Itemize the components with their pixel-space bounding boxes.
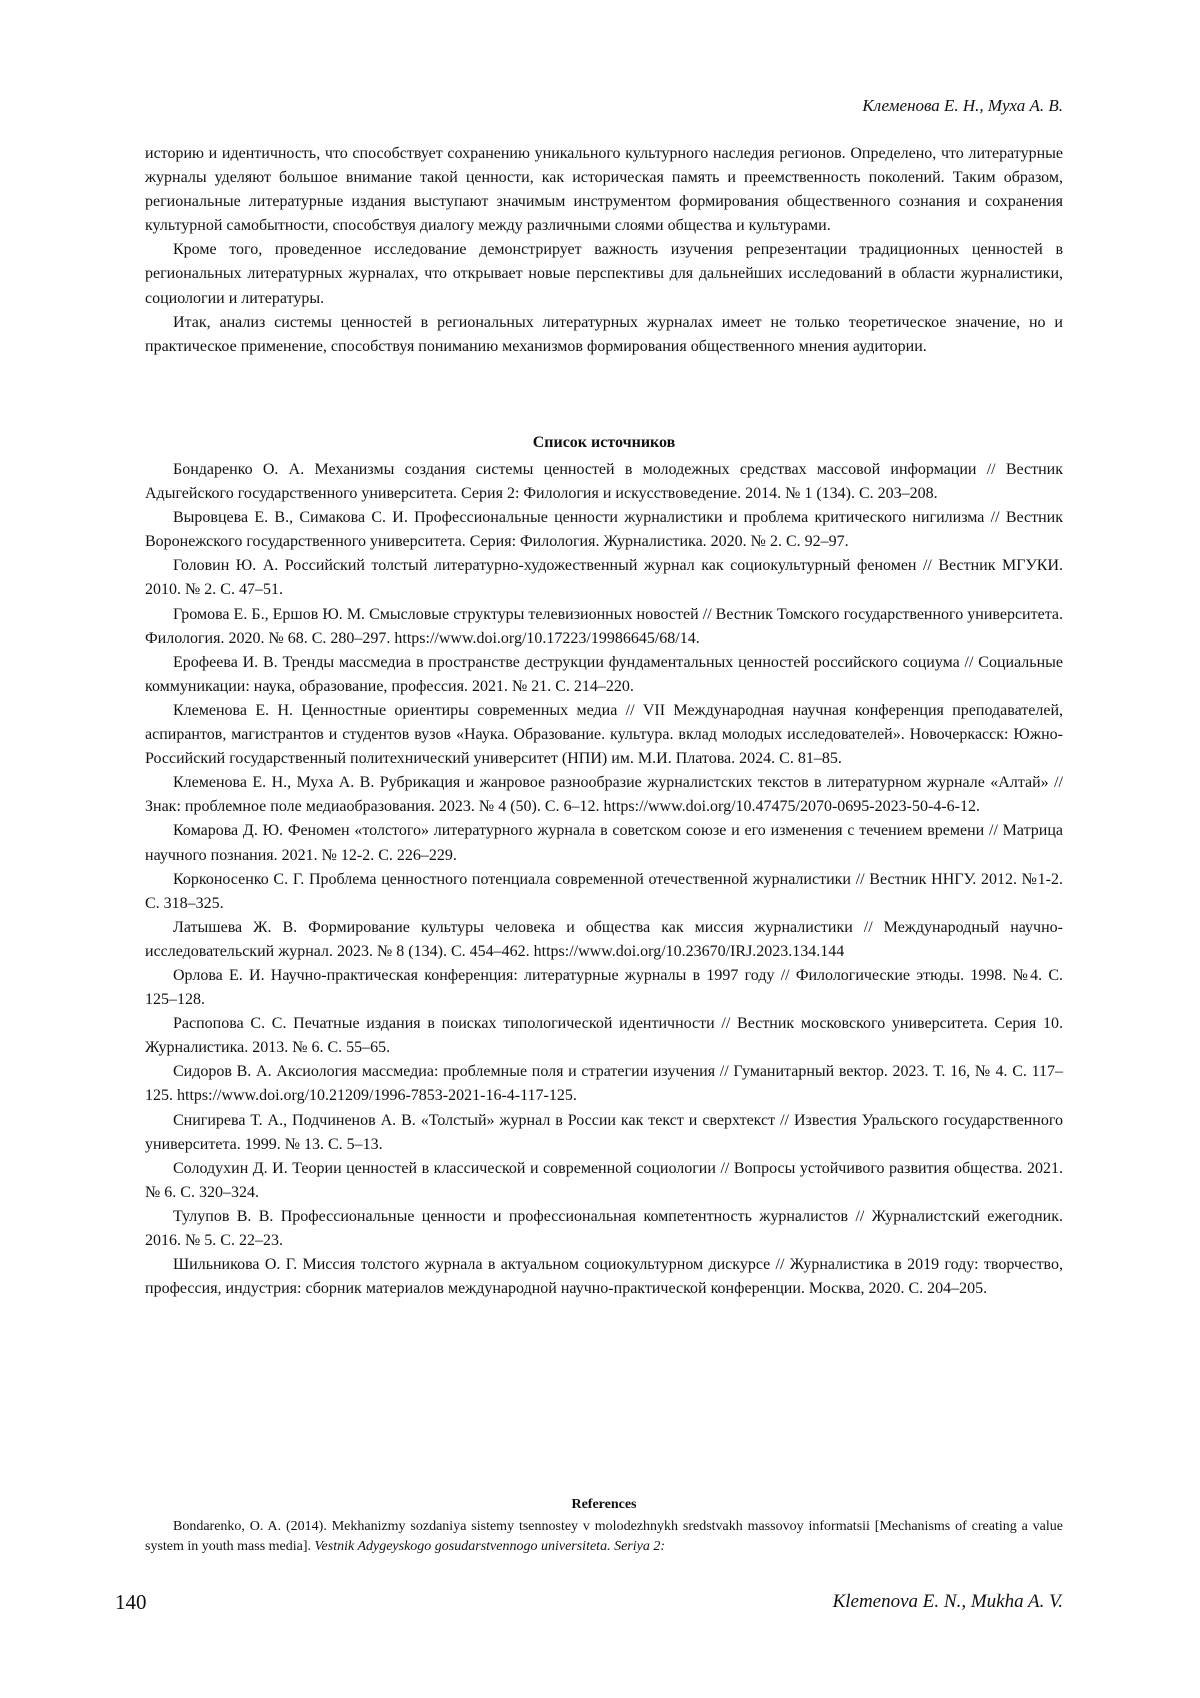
references-list: [145, 1517, 1063, 1557]
source-item: Тулупов В. В. Профессиональные ценности и профессиональная компетентность журналистов // Журналистский ежегодник. 2016. № 5. С. 22–23.: [145, 1207, 1063, 1249]
body-paragraph: историю и идентичность, что способствует сохранению уникального культурного наследия регионов. Определено, что литературные журналы уделяют большое внимание такой ценности, как историческая память и преемственность поколений. Таким образом, региональные литературные издания выступают значимым инструментом формирования общественного сознания и сохранения культурной самобытности, способствуя диалогу между различными слоями общества и культурами.: [145, 145, 1063, 235]
reference-text: Bondarenko, O. A. (2014). Mekhanizmy sozdaniya sistemy tsennostey v molodezhnykh sredstvakh massovoy informatsii [Mechanisms of creating a value system in youth mass media].: [145, 1519, 1063, 1554]
source-item: Бондаренко О. А. Механизмы создания системы ценностей в молодежных средствах массовой информации // Вестник Адыгейского государственного университета. Серия 2: Филология и искусствоведение. 2014. № 1 (134). С. 203–208.: [145, 461, 1063, 503]
source-item: Комарова Д. Ю. Феномен «толстого» литературного журнала в советском союзе и его изменения с течением времени // Матрица научного познания. 2021. № 12-2. С. 226–229.: [145, 822, 1063, 864]
source-item: Распопова С. С. Печатные издания в поисках типологической идентичности // Вестник московского университета. Серия 10. Журналистика. 2013. № 6. С. 55–65.: [145, 1015, 1063, 1057]
source-item: Снигирева Т. А., Подчиненов А. В. «Толстый» журнал в России как текст и сверхтекст // Известия Уральского государственного университета. 1999. № 13. С. 5–13.: [145, 1111, 1063, 1153]
source-item: Клеменова Е. Н. Ценностные ориентиры современных медиа // VII Международная научная конференция преподавателей, аспирантов, магистрантов и студентов вузов «Наука. Образование. культура. вклад молодых исследователей». Новочеркасск: Южно-Российский государственный политехнический университет (НПИ) им. М.И. Платова. 2024. С. 81–85.: [145, 701, 1063, 768]
body-text: [145, 142, 1063, 359]
reference-journal: Vestnik Adygeyskogo gosudarstvennogo universiteta. Seriya 2:: [314, 1539, 665, 1554]
page-number: 140: [115, 1590, 147, 1614]
source-item: Солодухин Д. И. Теории ценностей в классической и современной социологии // Вопросы устойчивого развития общества. 2021. № 6. С. 320–324.: [145, 1159, 1063, 1201]
sources-list: [145, 458, 1063, 1301]
references-heading: References: [571, 1497, 637, 1512]
sources-heading: Список источников: [532, 434, 676, 451]
source-item: Сидоров В. А. Аксиология массмедиа: проблемные поля и стратегии изучения // Гуманитарный вектор. 2023. Т. 16, № 4. С. 117–125. https://www.doi.org/10.21209/1996-7853-2021-16-4-117-125.: [145, 1063, 1063, 1105]
source-item: Латышева Ж. В. Формирование культуры человека и общества как миссия журналистики // Международный научно-исследовательский журнал. 2023. № 8 (134). С. 454–462. https://www.doi.org/10.23670/IRJ.2023.134.144: [145, 918, 1063, 960]
source-item: Головин Ю. А. Российский толстый литературно-художественный журнал как социокультурный феномен // Вестник МГУКИ. 2010. № 2. С. 47–51.: [145, 557, 1063, 599]
running-head: Клеменова Е. Н., Муха А. В.: [862, 96, 1063, 115]
source-item: Ерофеева И. В. Тренды массмедиа в пространстве деструкции фундаментальных ценностей российского социума // Социальные коммуникации: наука, образование, профессия. 2021. № 21. С. 214–220.: [145, 653, 1063, 695]
source-item: Орлова Е. И. Научно-практическая конференция: литературные журналы в 1997 году // Филологические этюды. 1998. №4. С. 125–128.: [145, 966, 1063, 1009]
source-item: Громова Е. Б., Ершов Ю. М. Смысловые структуры телевизионных новостей // Вестник Томского государственного университета. Филология. 2020. № 68. С. 280–297. https://www.doi.org/10.17223/19986645/68/14.: [145, 605, 1063, 647]
reference-item: [145, 1517, 1063, 1557]
source-item: Выровцева Е. В., Симакова С. И. Профессиональные ценности журналистики и проблема критического нигилизма // Вестник Воронежского государственного университета. Серия: Филология. Журналистика. 2020. № 2. С. 92–97.: [145, 509, 1063, 551]
source-item: Клеменова Е. Н., Муха А. В. Рубрикация и жанровое разнообразие журналистских текстов в литературном журнале «Алтай» // Знак: проблемное поле медиаобразования. 2023. № 4 (50). С. 6–12. https://www.doi.org/10.47475/2070-0695-2023-50-4-6-12.: [145, 774, 1063, 816]
body-paragraph: Итак, анализ системы ценностей в региональных литературных журналах имеет не только теоретическое значение, но и практическое применение, способствуя пониманию механизмов формирования общественного мнения аудитории.: [145, 313, 1063, 355]
footer-authors: Klemenova E. N., Mukha A. V.: [832, 1591, 1063, 1612]
source-item: Корконосенко С. Г. Проблема ценностного потенциала современной отечественной журналистики // Вестник ННГУ. 2012. №1-2. С. 318–325.: [145, 870, 1063, 912]
source-item: Шильникова О. Г. Миссия толстого журнала в актуальном социокультурном дискурсе // Журналистика в 2019 году: творчество, профессия, индустрия: сборник материалов международной научно-практической конференции. Москва, 2020. С. 204–205.: [145, 1256, 1063, 1298]
body-paragraph: Кроме того, проведенное исследование демонстрирует важность изучения репрезентации традиционных ценностей в региональных литературных журналах, что открывает новые перспективы для дальнейших исследований в области журналистики, социологии и литературы.: [145, 241, 1063, 307]
